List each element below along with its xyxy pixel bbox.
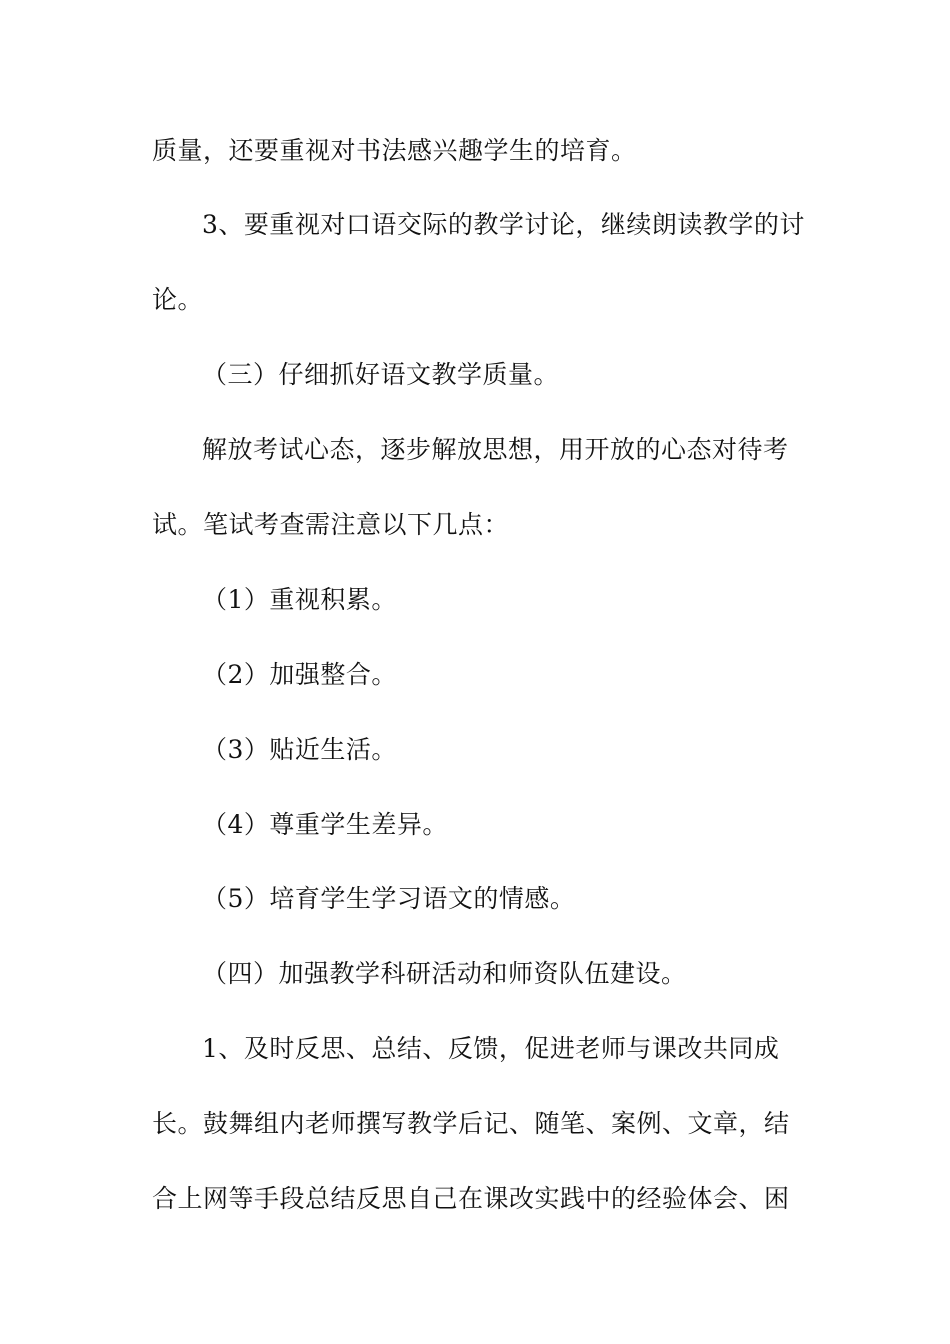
text-line-3: 论。 [152,285,204,314]
list-item-3: （3）贴近生活。 [202,735,397,764]
text-line-2: 3、要重视对口语交际的教学讨论，继续朗读教学的讨 [202,210,805,239]
text-line-6: 试。笔试考查需注意以下几点： [152,510,510,539]
text-line-15: 合上网等手段总结反思自己在课改实践中的经验体会、困 [152,1184,790,1213]
section-heading-4: （四）加强教学科研活动和师资队伍建设。 [202,959,687,988]
list-item-4: （4）尊重学生差异。 [202,810,448,839]
text-line-14: 长。鼓舞组内老师撰写教学后记、随笔、案例、文章，结 [152,1109,790,1138]
text-line-5: 解放考试心态，逐步解放思想，用开放的心态对待考 [202,435,789,464]
text-line-13: 1、及时反思、总结、反馈，促进老师与课改共同成 [202,1034,780,1063]
section-heading-3: （三）仔细抓好语文教学质量。 [202,360,560,389]
list-item-1: （1）重视积累。 [202,585,397,614]
list-item-5: （5）培育学生学习语文的情感。 [202,884,576,913]
list-item-2: （2）加强整合。 [202,660,397,689]
text-line-1: 质量，还要重视对书法感兴趣学生的培育。 [152,136,637,165]
